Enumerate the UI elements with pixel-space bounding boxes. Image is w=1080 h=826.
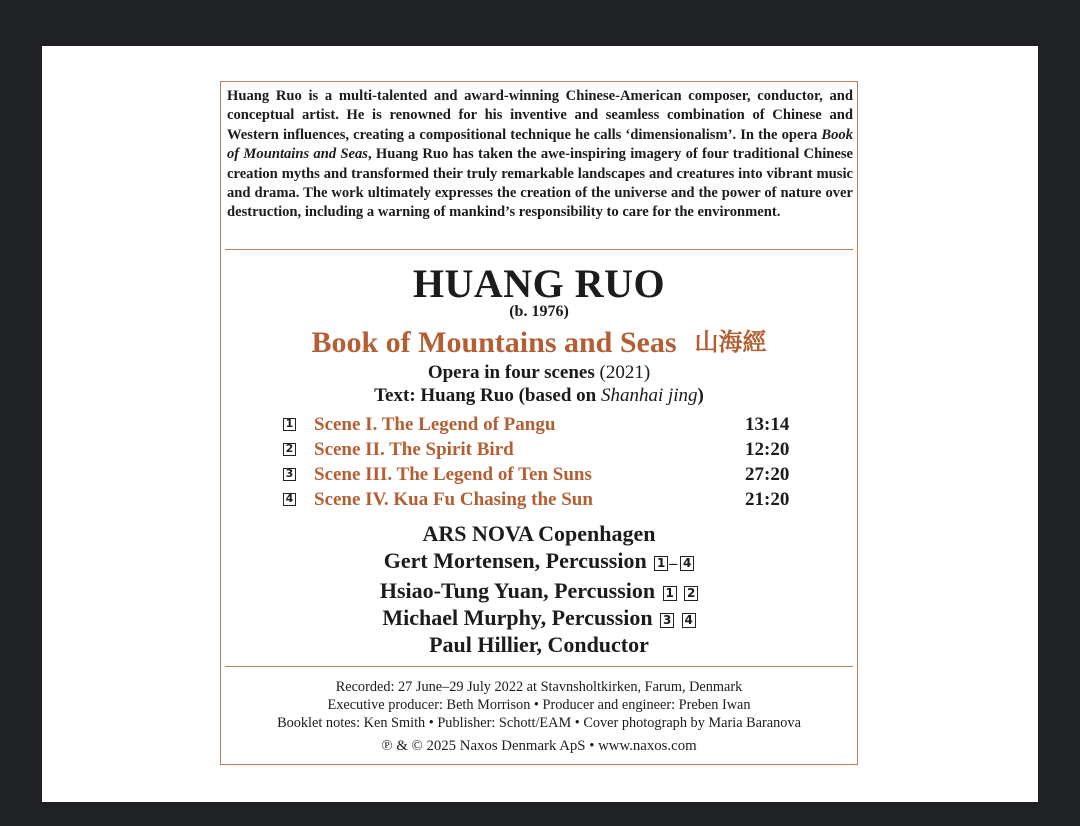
performer-list [221, 520, 857, 658]
track-duration: 12:20 [745, 439, 790, 460]
divider-bottom [225, 666, 853, 667]
track-ref-box: 1 [654, 556, 668, 571]
libretto-suffix: ) [697, 385, 704, 406]
page-sheet [42, 46, 1038, 802]
recording-credit: Recorded: 27 June–29 July 2022 at Stavnsholtkirken, Farum, Denmark [335, 679, 743, 695]
track-ref-box: 2 [684, 586, 698, 601]
track-number-box: 3 [283, 468, 296, 481]
track-row [283, 489, 803, 514]
performer-line [221, 604, 857, 631]
notes-credit: Booklet notes: Ken Smith • Publisher: Schott/EAM • Cover photograph by Maria Baranova [277, 715, 801, 732]
performer-line [221, 577, 857, 604]
track-number-box: 4 [283, 493, 296, 506]
track-title: Scene IV. Kua Fu Chasing the Sun [314, 489, 593, 510]
track-duration: 21:20 [745, 489, 790, 510]
conductor-line: Paul Hillier, Conductor [429, 632, 649, 657]
intro-text-1: Huang Ruo is a multi-talented and award-winning Chinese-American composer, conductor, and conceptual artist. He is renowned for his inventive and seamless combination of Chinese and Western influences, creating a compositional technique he calls ‘dimensionalism’. In the opera [227, 88, 853, 143]
track-row [283, 464, 803, 489]
performer-text: Michael Murphy, Percussion [382, 605, 653, 630]
work-subtitle [221, 362, 857, 384]
composer-name: HUANG RUO [412, 261, 666, 306]
work-title [221, 322, 857, 360]
producer-credit: Executive producer: Beth Morrison • Producer and engineer: Preben Iwan [327, 697, 751, 714]
work-title-cjk: 山海經 [694, 328, 767, 356]
ensemble-name: ARS NOVA Copenhagen [422, 521, 656, 546]
track-list [283, 414, 803, 514]
performer-text: Gert Mortensen, Percussion [383, 548, 647, 573]
track-duration: 27:20 [745, 464, 790, 485]
track-title: Scene III. The Legend of Ten Suns [314, 464, 592, 485]
divider-top [225, 249, 853, 250]
track-title: Scene II. The Spirit Bird [314, 439, 514, 460]
libretto-source: Shanhai jing [600, 385, 698, 406]
work-title-text: Book of Mountains and Seas [311, 326, 677, 359]
track-number-box: 2 [283, 443, 296, 456]
track-range-dash: – [669, 555, 678, 572]
libretto-line [221, 385, 857, 407]
track-row [283, 439, 803, 464]
track-title: Scene I. The Legend of Pangu [314, 414, 556, 435]
copyright-line: ℗ & © 2025 Naxos Denmark ApS • www.naxos.com [381, 738, 697, 754]
intro-paragraph [227, 87, 853, 223]
track-row [283, 414, 803, 439]
performer-text: Hsiao-Tung Yuan, Percussion [379, 578, 656, 603]
work-year: (2021) [599, 362, 651, 383]
track-number-box: 1 [283, 418, 296, 431]
intro-opera-title: Book of Mountains and Seas [227, 126, 853, 163]
track-ref-box: 3 [660, 613, 674, 628]
track-ref-box: 4 [680, 556, 694, 571]
work-subtitle-text: Opera in four scenes [427, 362, 595, 383]
track-ref-box: 1 [663, 586, 677, 601]
track-ref-box: 4 [682, 613, 696, 628]
back-cover-panel [220, 81, 858, 765]
performer-line [221, 547, 857, 577]
composer-dates: (b. 1976) [509, 303, 569, 320]
intro-text-2: , Huang Ruo has taken the awe-inspiring imagery of four traditional Chinese creation myths and transformed their truly remarkable landscapes and creatures into vibrant music and drama. The work ultimately expresses the creation of the universe and the power of nature over destruction, including a warning of mankind’s responsibility to care for the environment. [227, 146, 854, 221]
track-duration: 13:14 [745, 414, 790, 435]
libretto-prefix: Text: Huang Ruo (based on [374, 385, 601, 406]
credits-block [221, 678, 857, 733]
